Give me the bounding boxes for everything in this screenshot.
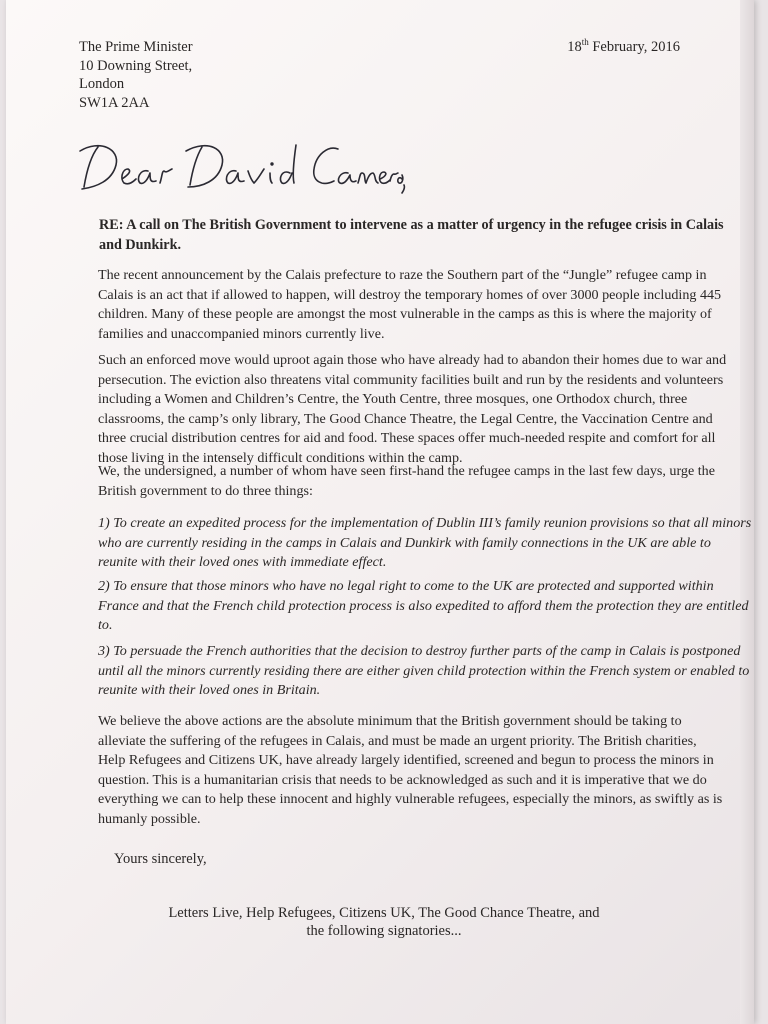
paragraph-line: families and unaccompanied minors currently live. bbox=[98, 325, 385, 342]
paragraph-line: persecution. The eviction also threatens vital community facilities built and run by the residents and volunteers bbox=[98, 371, 724, 388]
paragraph-line: France and that the French child protection process is also expedited to afford them the protection they are entitled bbox=[98, 597, 749, 614]
handwritten-salutation bbox=[76, 135, 406, 197]
paragraph-line: alleviate the suffering of the refugees in Calais, and must be made an urgent priority. The British charities, bbox=[98, 732, 697, 749]
closing: Yours sincerely, bbox=[114, 851, 207, 867]
subject-line bbox=[99, 216, 724, 255]
subject-line-1: RE: A call on The British Government to intervene as a matter of urgency in the refugee crisis in Calais bbox=[99, 217, 724, 233]
letter-date bbox=[567, 38, 680, 58]
paragraph-line: 1) To create an expedited process for the implementation of Dublin III’s family reunion provisions so that all minors bbox=[98, 515, 752, 531]
paragraph-line: reunite with their loved ones with immediate effect. bbox=[98, 554, 387, 570]
date-rest: February, 2016 bbox=[588, 39, 680, 55]
paragraph-line: reunite with their loved ones in Britain. bbox=[98, 682, 321, 698]
paragraph-line: The recent announcement by the Calais prefecture to raze the Southern part of the “Jungle” refugee camp in bbox=[98, 267, 707, 283]
letter-page bbox=[6, 0, 754, 1024]
paragraph-line: who are currently residing in the camps in Calais and Dunkirk with family connections in the UK are able to bbox=[98, 534, 711, 551]
date-suffix: th bbox=[581, 37, 589, 48]
paragraph-line: We, the undersigned, a number of whom have seen first-hand the refugee camps in the last few days, urge the bbox=[98, 463, 715, 479]
paragraph-line: those living in the intensely difficult conditions within the camp. bbox=[98, 449, 463, 466]
paragraph-line: 3) To persuade the French authorities that the decision to destroy further parts of the camp in Calais is postponed bbox=[98, 643, 741, 659]
paragraph-line: humanly possible. bbox=[98, 810, 201, 827]
paragraph-line: everything we can to help these innocent and highly vulnerable refugees, especially the minors, as swiftly as is bbox=[98, 791, 723, 807]
recipient-line: London bbox=[79, 76, 125, 92]
paragraph-2 bbox=[98, 351, 726, 468]
paragraph-line: We believe the above actions are the absolute minimum that the British government should be taking to bbox=[98, 713, 682, 729]
subject-line-2: and Dunkirk. bbox=[99, 236, 182, 253]
request-point-3 bbox=[98, 642, 749, 701]
signatories-line-2: the following signatories... bbox=[306, 923, 462, 939]
salutation-handwriting bbox=[76, 135, 406, 197]
paragraph-line: to. bbox=[98, 617, 113, 633]
paragraph-line: including a Women and Children’s Centre, the Youth Centre, three mosques, one Orthodox church, three bbox=[98, 391, 688, 407]
date-day: 18 bbox=[567, 39, 582, 55]
paragraph-line: 2) To ensure that those minors who have no legal right to come to the UK are protected and supported within bbox=[98, 578, 714, 594]
request-point-1 bbox=[98, 514, 751, 573]
paragraph-line: children. Many of these people are amongst the most vulnerable in the camps as this is where the majority of bbox=[98, 306, 712, 322]
paragraph-line: Calais is an act that if allowed to happen, will destroy the temporary homes of over 3000 people including 445 bbox=[98, 286, 722, 303]
recipient-line: SW1A 2AA bbox=[79, 94, 150, 111]
paragraph-line: classrooms, the camp’s only library, The Good Chance Theatre, the Legal Centre, the Vaccination Centre and bbox=[98, 410, 713, 427]
paragraph-line: question. This is a humanitarian crisis that needs to be acknowledged as such and it is imperative that we do bbox=[98, 771, 707, 788]
paragraph-line: British government to do three things: bbox=[98, 482, 313, 499]
request-point-2 bbox=[98, 577, 749, 636]
paragraph-4 bbox=[98, 712, 722, 829]
signatories-line-1: Letters Live, Help Refugees, Citizens UK, The Good Chance Theatre, and bbox=[168, 905, 600, 921]
paragraph-line: three crucial distribution centres for aid and food. These spaces offer much-needed respite and comfort for all bbox=[98, 430, 716, 446]
recipient-line: 10 Downing Street, bbox=[79, 57, 193, 74]
paper-edge bbox=[740, 0, 754, 1024]
paragraph-line: Such an enforced move would uproot again those who have already had to abandon their homes due to war and bbox=[98, 352, 727, 368]
recipient-line: The Prime Minister bbox=[79, 39, 193, 55]
paragraph-line: until all the minors currently residing there are either given child protection within the French system or enabled to bbox=[98, 662, 750, 679]
recipient-address bbox=[79, 38, 193, 112]
paragraph-line: Help Refugees and Citizens UK, have already largely identified, screened and begun to process the minors in bbox=[98, 752, 714, 768]
paragraph-3 bbox=[98, 462, 715, 501]
paragraph-1 bbox=[98, 266, 721, 344]
